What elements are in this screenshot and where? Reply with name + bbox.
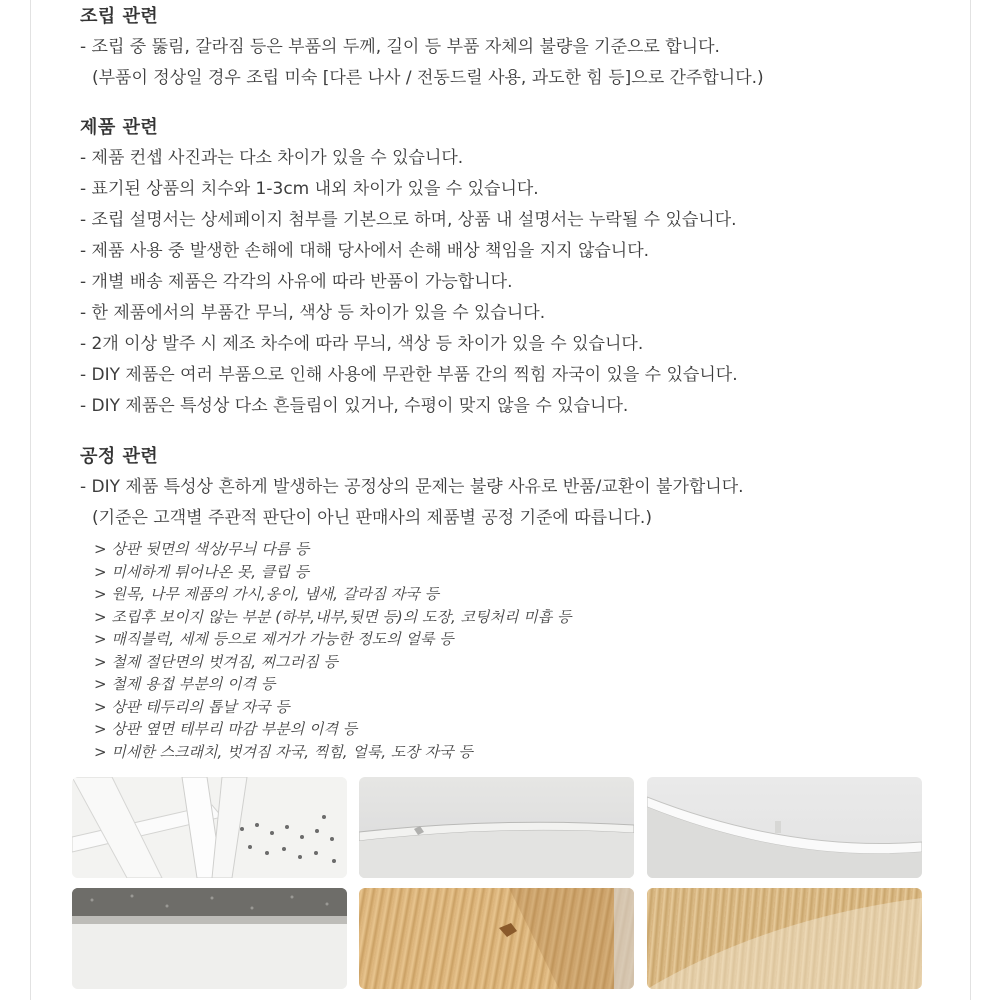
product-line: - 제품 사용 중 발생한 손해에 대해 당사에서 손해 배상 책임을 지지 않습니다. [80,241,650,261]
product-line: - 한 제품에서의 부품간 무늬, 색상 등 차이가 있을 수 있습니다. [80,303,546,323]
product-line: - 표기된 상품의 치수와 1-3cm 내외 차이가 있을 수 있습니다. [80,179,539,199]
product-line: - 조립 설명서는 상세페이지 첨부를 기본으로 하며, 상품 내 설명서는 누락될 수 있습니다. [80,210,737,230]
process-example-list [80,538,960,763]
product-title: 제품 관련 [80,117,159,138]
process-example: > 상판 옆면 테부리 마감 부분의 이격 등 [94,720,358,738]
process-example: > 매직블럭, 세제 등으로 제거가 가능한 정도의 얼룩 등 [94,630,454,648]
process-example: > 원목, 나무 제품의 가시,옹이, 냄새, 갈라짐 자국 등 [94,585,440,603]
process-example: > 조립후 보이지 않는 부분 (하부,내부,뒷면 등)의 도장, 코팅처리 미흡 등 [94,607,572,626]
page-right-border [970,0,971,1000]
photo-saw-blade-marks [72,888,347,989]
assembly-section [80,2,960,94]
process-example: > 상판 뒷면의 색상/무늬 다름 등 [94,540,310,558]
process-example: > 미세하게 튀어나온 못, 클립 등 [94,562,310,581]
assembly-line: - 조립 중 뚫림, 갈라짐 등은 부품의 두께, 길이 등 부품 자체의 불량을 기준으로 합니다. [80,37,720,57]
process-example: > 철제 절단면의 벗겨짐, 찌그러짐 등 [94,652,339,671]
product-line: - 제품 컨셉 사진과는 다소 차이가 있을 수 있습니다. [80,148,464,168]
process-example: > 미세한 스크래치, 벗겨짐 자국, 찍힘, 얼룩, 도장 자국 등 [94,742,473,761]
process-example: > 철제 용접 부분의 이격 등 [94,675,276,693]
defect-photo-grid [72,777,922,989]
product-line: - DIY 제품은 특성상 다소 흔들림이 있거나, 수평이 맞지 않을 수 있습니다. [80,396,629,416]
assembly-title: 조립 관련 [80,6,159,27]
photo-metal-frame-weld [72,777,347,878]
process-line: - DIY 제품 특성상 흔하게 발생하는 공정상의 문제는 불량 사유로 반품/교환이 불가합니다. [80,477,744,497]
assembly-note: (부품이 정상일 경우 조립 미숙 [다른 나사 / 전동드릴 사용, 과도한 힘 등]으로 간주합니다.) [92,68,764,88]
photo-wood-grain-split [359,888,634,989]
process-example: > 상판 테두리의 톱날 자국 등 [94,697,290,716]
photo-table-edge-gap [359,777,634,878]
product-line: - 개별 배송 제품은 각각의 사유에 따라 반품이 가능합니다. [80,272,513,292]
product-line: - 2개 이상 발주 시 제조 차수에 따라 무늬, 색상 등 차이가 있을 수 있습니다. [80,334,644,354]
process-section [80,442,960,763]
page-left-border [30,0,31,1000]
photo-surface-coating [647,888,922,989]
photo-edge-banding-gap [647,777,922,878]
process-title: 공정 관련 [80,446,159,467]
product-section [80,113,960,422]
product-line: - DIY 제품은 여러 부품으로 인해 사용에 무관한 부품 간의 찍힘 자국이 있을 수 있습니다. [80,365,738,385]
process-note: (기준은 고객별 주관적 판단이 아닌 판매사의 제품별 공정 기준에 따릅니다.) [92,508,652,528]
